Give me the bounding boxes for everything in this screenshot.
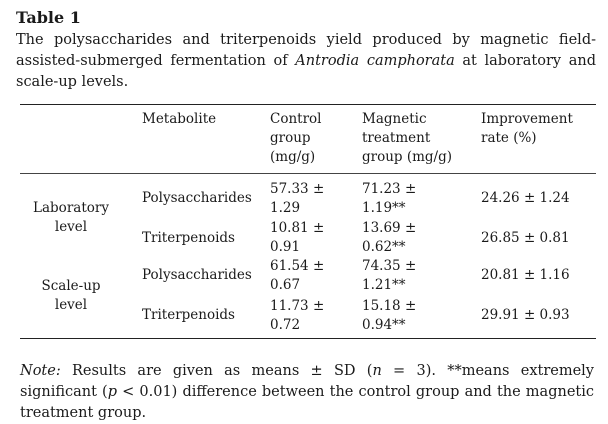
header-control-line-3: (mg/g) — [270, 149, 316, 165]
footnote-text-2: = 3). **means extremely significant ( — [20, 362, 595, 400]
footnote-p-symbol: p — [107, 383, 118, 400]
row-control-value: 11.73 ± — [270, 298, 325, 314]
row-metabolite: Triterpenoids — [142, 307, 235, 323]
footnote-text-3: < 0.01) difference between the control group and the magnetic treatment group. — [20, 383, 594, 421]
group-label-scaleup-line-2: level — [54, 297, 88, 313]
row-metabolite: Polysaccharides — [142, 190, 252, 206]
header-magnetic-line-1: Magnetic — [362, 111, 427, 127]
row-magnetic-value: 74.35 ± — [362, 258, 417, 274]
header-control-line-2: group — [270, 130, 311, 146]
row-metabolite: Polysaccharides — [142, 267, 252, 283]
row-control-value: 61.54 ± — [270, 258, 325, 274]
table-bottom-rule — [20, 338, 596, 339]
group-label-laboratory-line-1: Laboratory — [33, 200, 109, 216]
row-magnetic-sd: 0.94** — [362, 317, 406, 333]
row-magnetic-sd: 1.19** — [362, 200, 406, 216]
row-control-value: 10.81 ± — [270, 220, 325, 236]
row-improvement: 24.26 ± 1.24 — [481, 190, 570, 206]
caption-species-name: Antrodia camphorata — [295, 53, 455, 69]
row-metabolite: Triterpenoids — [142, 230, 235, 246]
row-control-sd: 0.72 — [270, 317, 301, 333]
footnote-label: Note: — [20, 362, 61, 379]
row-improvement: 29.91 ± 0.93 — [481, 307, 570, 323]
row-improvement: 20.81 ± 1.16 — [481, 267, 570, 283]
row-magnetic-value: 13.69 ± — [362, 220, 417, 236]
row-control-sd: 0.67 — [270, 277, 301, 293]
header-improvement-line-2: rate (%) — [481, 130, 537, 146]
caption-text: The polysaccharides and triterpenoids yield produced by magnetic field-assisted-submerged fermentation of — [16, 32, 596, 69]
row-magnetic-value: 71.23 ± — [362, 181, 417, 197]
row-improvement: 26.85 ± 0.81 — [481, 230, 570, 246]
table-caption — [16, 30, 596, 93]
footnote-n-symbol: n — [372, 362, 382, 379]
table-label: Table 1 — [16, 8, 81, 27]
group-label-scaleup-line-1: Scale-up — [41, 278, 101, 294]
table-header-rule — [20, 173, 596, 174]
row-control-value: 57.33 ± — [270, 181, 325, 197]
table-footnote — [20, 361, 594, 424]
row-magnetic-sd: 0.62** — [362, 239, 406, 255]
row-magnetic-sd: 1.21** — [362, 277, 406, 293]
group-label-laboratory-line-2: level — [54, 219, 88, 235]
caption-text-end: at laboratory and scale-up levels. — [16, 53, 596, 90]
row-control-sd: 0.91 — [270, 239, 301, 255]
row-control-sd: 1.29 — [270, 200, 301, 216]
row-magnetic-value: 15.18 ± — [362, 298, 417, 314]
header-metabolite: Metabolite — [142, 111, 217, 127]
header-control-line-1: Control — [270, 111, 322, 127]
footnote-text-1: Results are given as means ± SD ( — [60, 362, 373, 379]
table-top-rule — [20, 104, 596, 105]
table-caption-block — [16, 8, 596, 93]
header-magnetic-line-2: treatment — [362, 130, 431, 146]
header-magnetic-line-3: group (mg/g) — [362, 149, 453, 165]
header-improvement-line-1: Improvement — [481, 111, 573, 127]
